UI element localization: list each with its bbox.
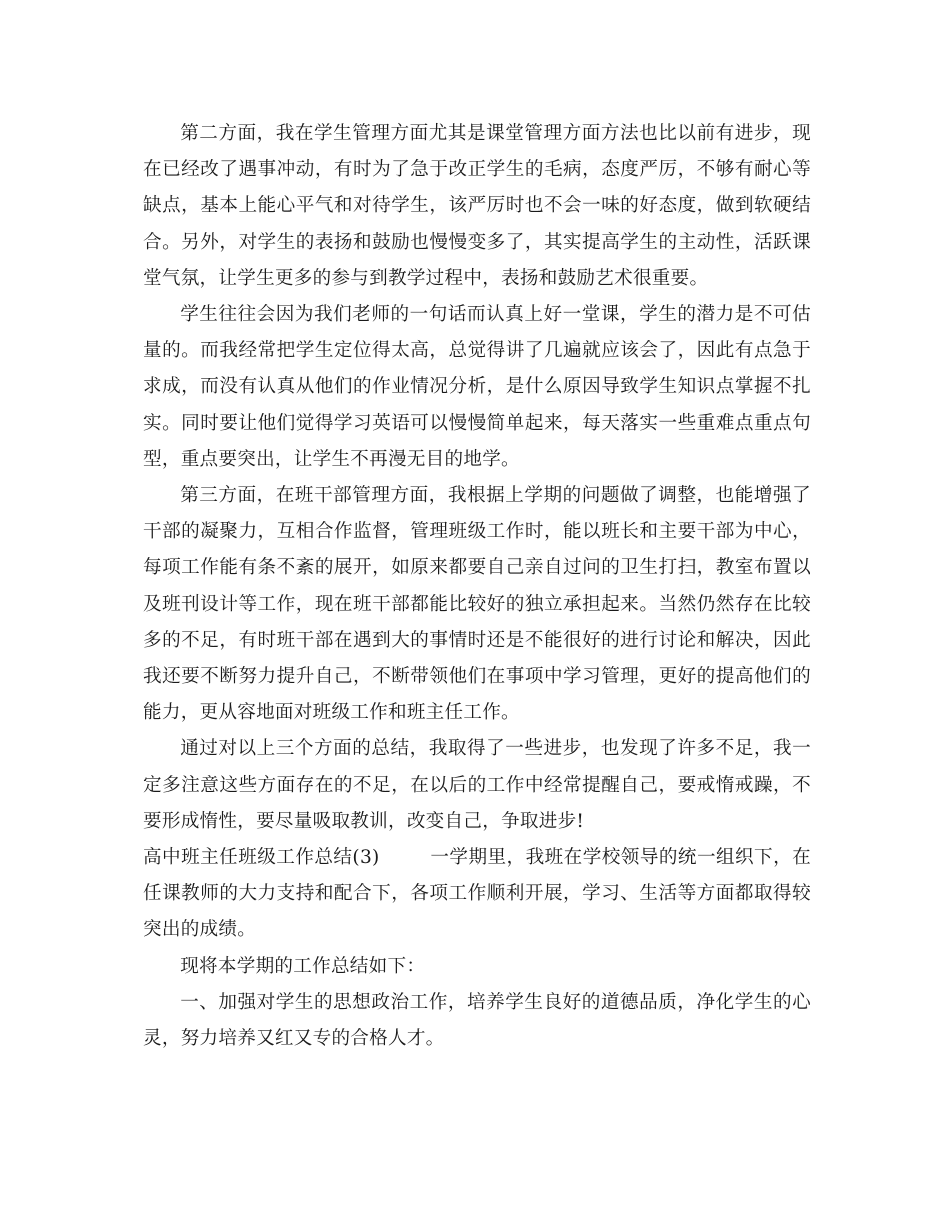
heading-gap [380,847,431,868]
paragraph-3: 第三方面，在班干部管理方面，我根据上学期的问题做了调整，也能增强了干部的凝聚力，互相合作监督，管理班级工作时，能以班长和主要干部为中心，每项工作能有条不紊的展开，如原来都要自己亲自过问的卫生打扫，教室布置以及班刊设计等工作，现在班干部都能比较好的独立承担起来。当然仍然存在比较多的不足，有时班干部在遇到大的事情时还是不能很好的进行讨论和解决，因此我还要不断努力提升自己，不断带领他们在事项中学习管理，更好的提高他们的能力，更从容地面对班级工作和班主任工作。 [143,485,811,724]
section-block [143,840,811,949]
section-heading: 高中班主任班级工作总结(3) [143,847,380,869]
paragraph-4: 通过对以上三个方面的总结，我取得了一些进步，也发现了许多不足，我一定多注意这些方面存在的不足，在以后的工作中经常提醒自己，要戒惰戒躁，不要形成惰性，要尽量吸取教训，改变自己，争取进步! [143,738,811,832]
section-intro: 一学期里，我班在学校领导的统一组织下，在任课教师的大力支持和配合下，各项工作顺利开展，学习、生活等方面都取得较突出的成绩。 [143,847,811,941]
document-body [143,116,811,1057]
paragraph-1: 第二方面，我在学生管理方面尤其是课堂管理方面方法也比以前有进步，现在已经改了遇事冲动，有时为了急于改正学生的毛病，态度严厉，不够有耐心等缺点，基本上能心平气和对待学生，该严厉时也不会一味的好态度，做到软硬结合。另外，对学生的表扬和鼓励也慢慢变多了，其实提高学生的主动性，活跃课堂气氛，让学生更多的参与到教学过程中，表扬和鼓励艺术很重要。 [143,123,811,289]
paragraph-2: 学生往往会因为我们老师的一句话而认真上好一堂课，学生的潜力是不可估量的。而我经常把学生定位得太高，总觉得讲了几遍就应该会了，因此有点急于求成，而没有认真从他们的作业情况分析，是什么原因导致学生知识点掌握不扎实。同时要让他们觉得学习英语可以慢慢简单起来，每天落实一些重难点重点句型，重点要突出，让学生不再漫无目的地学。 [143,304,811,470]
paragraph-item-1: 一、加强对学生的思想政治工作，培养学生良好的道德品质，净化学生的心灵，努力培养又红又专的合格人才。 [143,991,811,1050]
paragraph-summary-intro: 现将本学期的工作总结如下： [180,955,426,977]
